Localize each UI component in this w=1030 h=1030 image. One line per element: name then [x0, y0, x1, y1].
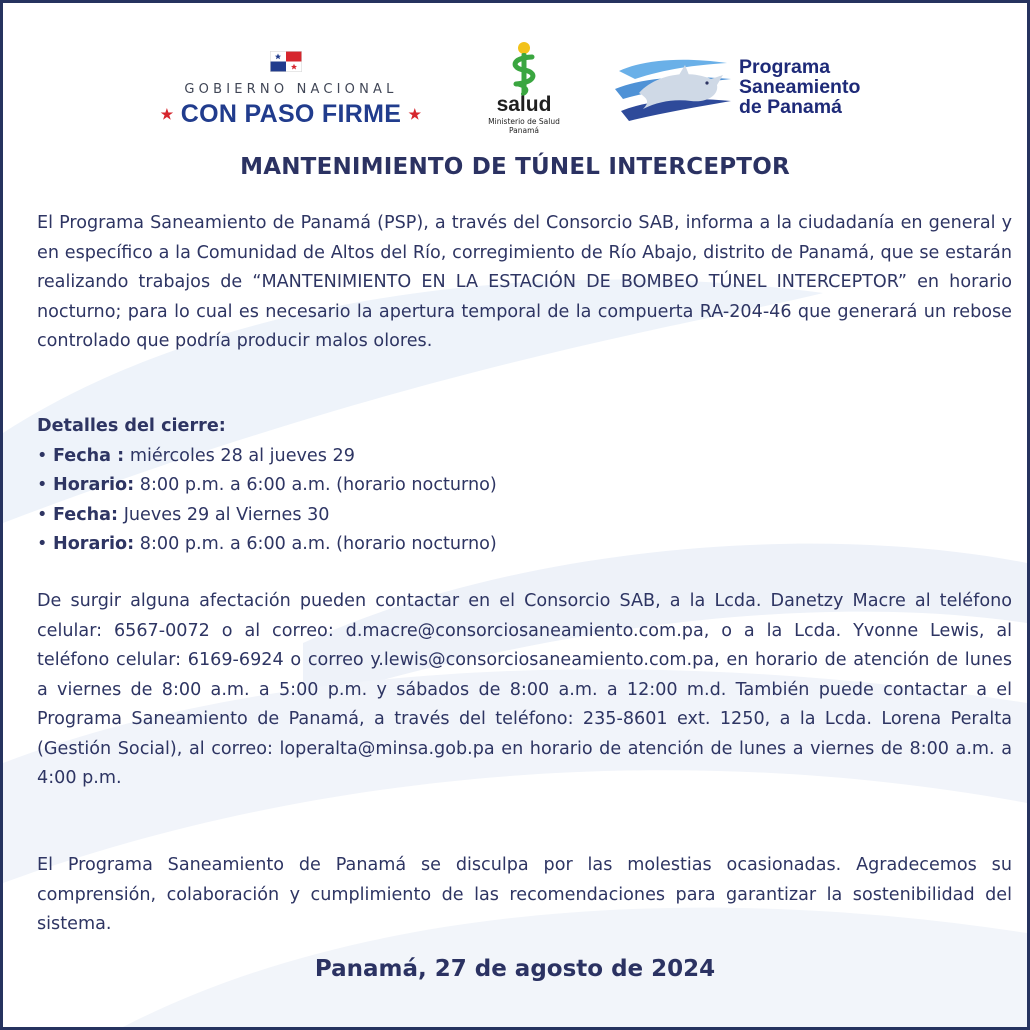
star-icon: ★ [408, 106, 422, 122]
intro-paragraph: El Programa Saneamiento de Panamá (PSP), a través del Consorcio SAB, informa a la ciudadanía en general y en específico a la Comunidad de Altos del Río, corregimiento de Río Abajo, distrito de Panamá, que se estarán realizando trabajos de “MANTENIMIENTO EN LA ESTACIÓN DE BOMBEO TÚNEL INTERCEPTOR” en horario nocturno; para lo cual es necesario la apertura temporal de la compuerta RA-204-46 que generará un rebose controlado que podría producir malos olores. [37, 213, 1012, 351]
closure-details [37, 412, 1012, 560]
star-icon: ★ [160, 106, 174, 122]
salud-caduceus-icon [499, 41, 549, 97]
gobierno-slogan: CON PASO FIRME [180, 100, 402, 128]
psp-line1: Programa [739, 56, 831, 78]
details-item-value: Jueves 29 al Viernes 30 [123, 504, 330, 525]
bullet-icon: • [37, 445, 48, 466]
details-item-value: 8:00 p.m. a 6:00 a.m. (horario nocturno) [139, 475, 497, 495]
psp-wordmark [739, 57, 860, 117]
date-line: Panamá, 27 de agosto de 2024 [314, 956, 716, 982]
details-heading: Detalles del cierre: [37, 416, 226, 436]
details-item [37, 530, 1012, 560]
details-item-label: Horario: [52, 534, 135, 554]
gobierno-nacional-logo [141, 48, 441, 133]
details-item-value: miércoles 28 al jueves 29 [129, 445, 355, 466]
salud-word: salud [496, 93, 552, 116]
ministerio-salud-logo [479, 41, 569, 136]
details-item-label: Fecha: [52, 504, 119, 525]
panama-flag-icon [270, 51, 302, 72]
psp-line3: de Panamá [739, 96, 842, 118]
contact-paragraph: De surgir alguna afectación pueden contactar en el Consorcio SAB, a la Lcda. Danetzy Macre al teléfono celular: 6567-0072 o al correo: d.macre@consorciosaneamiento.com.pa, o a la Lcda. Yvonne Lewis, al teléfono celular: 6169-6924 o correo y.lewis@consorciosaneamiento.com.pa, en horario de atención de lunes a viernes de 8:00 a.m. a 5:00 p.m. y sábados de 8:00 a.m. a 12:00 m.d. También puede contactar a el Programa Saneamiento de Panamá, a través del teléfono: 235-8601 ext. 1250, a la Lcda. Lorena Peralta (Gestión Social), al correo: loperalta@minsa.gob.pa en horario de atención de lunes a viernes de 8:00 a.m. a 4:00 p.m. [37, 591, 1012, 788]
dolphin-icon [615, 55, 733, 127]
bullet-icon: • [37, 504, 48, 525]
programa-saneamiento-logo [615, 55, 915, 130]
psp-line2: Saneamiento [739, 76, 861, 98]
bullet-icon: • [37, 475, 48, 495]
gobierno-line1: GOBIERNO NACIONAL [184, 82, 398, 97]
bullet-icon: • [37, 534, 48, 554]
closing-paragraph: El Programa Saneamiento de Panamá se disculpa por las molestias ocasionadas. Agradecemos su comprensión, colaboración y cumplimiento de las recomendaciones para garantizar la sostenibilidad del sistema. [37, 855, 1012, 934]
details-item [37, 501, 1012, 531]
details-item-value: 8:00 p.m. a 6:00 a.m. (horario nocturno) [139, 534, 497, 554]
details-item-label: Horario: [52, 475, 135, 495]
details-item [37, 471, 1012, 501]
salud-subtitle-2: Panamá [508, 126, 540, 135]
gobierno-line2 [141, 100, 441, 129]
details-item-label: Fecha : [52, 445, 125, 466]
details-item [37, 442, 1012, 472]
salud-subtitle-1: Ministerio de Salud [488, 117, 560, 126]
notice-title: MANTENIMIENTO DE TÚNEL INTERCEPTOR [240, 154, 790, 180]
